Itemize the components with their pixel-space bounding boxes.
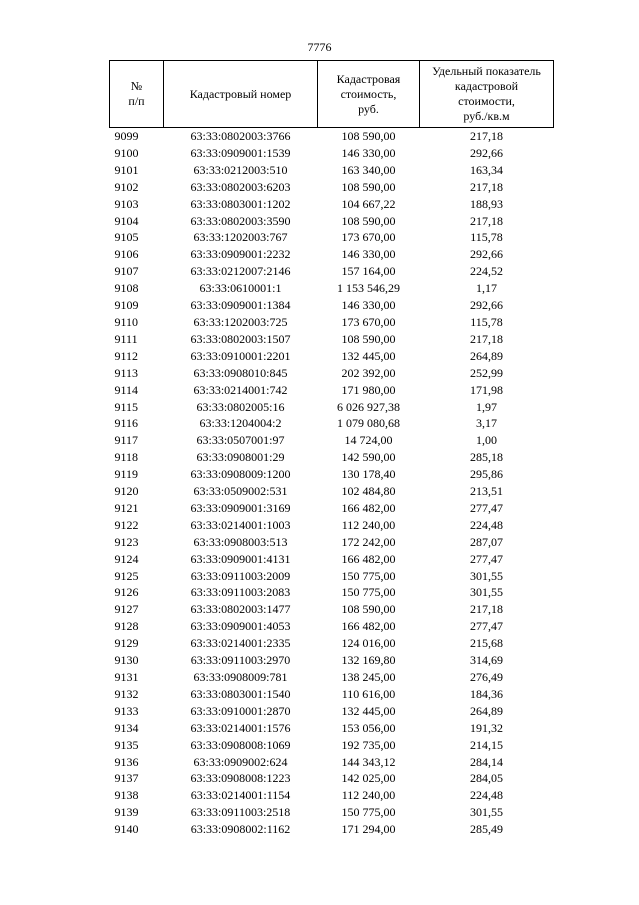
cadastral-value: 150 775,00: [341, 585, 396, 600]
row-number: 9105: [114, 230, 139, 245]
specific-indicator: 1,17: [476, 281, 497, 296]
table-row: [110, 754, 554, 771]
table-row: [110, 213, 554, 230]
table-row: [110, 787, 554, 804]
row-number: 9116: [114, 416, 139, 431]
specific-indicator: 276,49: [470, 670, 503, 684]
row-number: 9106: [114, 247, 139, 262]
table-row: [110, 297, 554, 314]
row-number: 9126: [114, 585, 139, 600]
header-specific-indicator-text: Удельный показатель кадастровой стоимости, руб./кв.м: [432, 64, 541, 123]
cadastral-number: 63:33:0910001:2870: [190, 703, 291, 718]
row-number: 9111: [114, 331, 138, 346]
cadastral-number: 63:33:0214001:1003: [190, 517, 291, 532]
cadastral-value: 173 670,00: [341, 230, 396, 245]
specific-indicator: 217,18: [470, 129, 503, 143]
specific-indicator: 264,89: [470, 703, 503, 718]
cadastral-number: 63:33:0509002:531: [193, 484, 288, 499]
cadastral-table-container: [109, 60, 553, 838]
cadastral-number: 63:33:0908009:781: [193, 670, 288, 684]
cadastral-number: 63:33:0908008:1069: [190, 737, 291, 752]
cadastral-number: 63:33:0911003:2083: [190, 585, 291, 600]
cadastral-number: 63:33:1202003:767: [193, 230, 288, 245]
cadastral-value: 110 616,00: [341, 686, 396, 701]
table-row: [110, 551, 554, 568]
table-body: [110, 128, 554, 839]
specific-indicator: 217,18: [470, 331, 503, 346]
table-row: [110, 618, 554, 635]
specific-indicator: 287,07: [470, 534, 503, 549]
cadastral-value: 108 590,00: [341, 129, 396, 143]
row-number: 9135: [114, 737, 139, 752]
specific-indicator: 277,47: [470, 551, 503, 566]
specific-indicator: 295,86: [470, 467, 503, 482]
cadastral-number: 63:33:0802003:3590: [190, 213, 291, 228]
specific-indicator: 277,47: [470, 619, 503, 634]
header-cadastral-number: [164, 61, 318, 128]
row-number: 9133: [114, 703, 139, 718]
row-number: 9139: [114, 805, 139, 820]
specific-indicator: 1,00: [476, 433, 497, 448]
specific-indicator: 264,89: [470, 348, 503, 363]
row-number: 9114: [114, 382, 139, 397]
header-cadastral-value: [318, 61, 420, 128]
row-number: 9117: [114, 433, 139, 448]
table-row: [110, 449, 554, 466]
cadastral-number: 63:33:1204004:2: [199, 416, 282, 431]
row-number: 9103: [114, 196, 139, 211]
cadastral-value: 108 590,00: [341, 602, 396, 617]
row-number: 9102: [114, 179, 139, 194]
specific-indicator: 224,52: [470, 264, 503, 279]
cadastral-value: 124 016,00: [341, 636, 396, 651]
row-number: 9099: [114, 129, 139, 143]
cadastral-number: 63:33:0908009:1200: [190, 467, 291, 482]
cadastral-value-table: [109, 60, 554, 838]
cadastral-value: 108 590,00: [341, 213, 396, 228]
cadastral-value: 173 670,00: [341, 314, 396, 329]
table-row: [110, 314, 554, 331]
row-number: 9134: [114, 720, 139, 735]
specific-indicator: 217,18: [470, 213, 503, 228]
specific-indicator: 217,18: [470, 602, 503, 617]
row-number: 9127: [114, 602, 139, 617]
header-specific-indicator: [420, 61, 554, 128]
table-row: [110, 686, 554, 703]
table-row: [110, 382, 554, 399]
cadastral-value: 1 079 080,68: [337, 416, 400, 431]
cadastral-value: 150 775,00: [341, 568, 396, 583]
cadastral-number: 63:33:0802005:16: [196, 399, 285, 414]
cadastral-number: 63:33:0214001:742: [193, 382, 288, 397]
table-row: [110, 652, 554, 669]
cadastral-number: 63:33:0911003:2009: [190, 568, 291, 583]
cadastral-value: 130 178,40: [341, 467, 396, 482]
cadastral-number: 63:33:0214001:1576: [190, 720, 291, 735]
cadastral-number: 63:33:0507001:97: [196, 433, 285, 448]
cadastral-value: 166 482,00: [341, 551, 396, 566]
table-row: [110, 500, 554, 517]
specific-indicator: 285,18: [470, 450, 503, 465]
row-number: 9113: [114, 365, 139, 380]
table-row: [110, 263, 554, 280]
row-number: 9119: [114, 467, 139, 482]
table-row: [110, 331, 554, 348]
table-row: [110, 770, 554, 787]
specific-indicator: 285,49: [470, 822, 503, 837]
row-number: 9138: [114, 788, 139, 803]
table-row: [110, 466, 554, 483]
cadastral-value: 153 056,00: [341, 720, 396, 735]
row-number: 9118: [114, 450, 139, 465]
specific-indicator: 301,55: [470, 585, 503, 600]
cadastral-number: 63:33:0909001:1539: [190, 145, 291, 160]
cadastral-number: 63:33:0214001:1154: [190, 788, 291, 803]
cadastral-value: 150 775,00: [341, 805, 396, 820]
row-number: 9130: [114, 653, 139, 668]
cadastral-number: 63:33:0909001:3169: [190, 500, 291, 515]
cadastral-value: 14 724,00: [344, 433, 393, 448]
table-row: [110, 280, 554, 297]
table-row: [110, 483, 554, 500]
table-row: [110, 804, 554, 821]
row-number: 9136: [114, 754, 139, 769]
specific-indicator: 292,66: [470, 298, 503, 313]
table-row: [110, 517, 554, 534]
cadastral-number: 63:33:0803001:1540: [190, 686, 291, 701]
cadastral-value: 132 445,00: [341, 703, 396, 718]
cadastral-value: 163 340,00: [341, 162, 396, 177]
table-row: [110, 415, 554, 432]
cadastral-value: 166 482,00: [341, 619, 396, 634]
table-row: [110, 229, 554, 246]
specific-indicator: 214,15: [470, 737, 503, 752]
cadastral-number: 63:33:0908008:1223: [190, 771, 291, 786]
specific-indicator: 292,66: [470, 247, 503, 262]
cadastral-value: 142 025,00: [341, 771, 396, 786]
cadastral-number: 63:33:0802003:3766: [190, 129, 291, 143]
table-row: [110, 584, 554, 601]
cadastral-value: 146 330,00: [341, 145, 396, 160]
row-number: 9110: [114, 314, 139, 329]
cadastral-value: 171 294,00: [341, 822, 396, 837]
table-row: [110, 568, 554, 585]
cadastral-value: 132 169,80: [341, 653, 396, 668]
cadastral-number: 63:33:0909002:624: [193, 754, 288, 769]
cadastral-number: 63:33:0212007:2146: [190, 264, 291, 279]
table-row: [110, 246, 554, 263]
table-row: [110, 145, 554, 162]
cadastral-value: 132 445,00: [341, 348, 396, 363]
table-row: [110, 737, 554, 754]
row-number: 9129: [114, 636, 139, 651]
cadastral-number: 63:33:0909001:4131: [190, 551, 291, 566]
specific-indicator: 213,51: [470, 484, 503, 499]
cadastral-number: 63:33:0909001:1384: [190, 298, 291, 313]
cadastral-number: 63:33:0610001:1: [199, 281, 282, 296]
cadastral-number: 63:33:0802003:1477: [190, 602, 291, 617]
row-number: 9108: [114, 281, 139, 296]
cadastral-value: 104 667,22: [341, 196, 396, 211]
specific-indicator: 217,18: [470, 179, 503, 194]
header-cadastral-number-text: Кадастровый номер: [189, 86, 292, 101]
cadastral-value: 108 590,00: [341, 179, 396, 194]
cadastral-value: 146 330,00: [341, 247, 396, 262]
specific-indicator: 277,47: [470, 500, 503, 515]
cadastral-value: 172 242,00: [341, 534, 396, 549]
table-row: [110, 128, 554, 145]
specific-indicator: 163,34: [470, 162, 503, 177]
table-row: [110, 162, 554, 179]
row-number: 9107: [114, 264, 139, 279]
table-row: [110, 720, 554, 737]
header-num-text: № п/п: [128, 79, 145, 108]
header-num: [110, 61, 164, 128]
cadastral-number: 63:33:0908010:845: [193, 365, 288, 380]
table-header-row: [110, 61, 554, 128]
page-number: 7776: [307, 40, 332, 54]
specific-indicator: 171,98: [470, 382, 503, 397]
cadastral-value: 144 343,12: [341, 754, 396, 769]
specific-indicator: 314,69: [470, 653, 503, 668]
row-number: 9123: [114, 534, 139, 549]
row-number: 9131: [114, 670, 139, 684]
cadastral-value: 157 164,00: [341, 264, 396, 279]
row-number: 9128: [114, 619, 139, 634]
cadastral-value: 108 590,00: [341, 331, 396, 346]
cadastral-number: 63:33:0803001:1202: [190, 196, 291, 211]
cadastral-number: 63:33:0802003:6203: [190, 179, 291, 194]
specific-indicator: 292,66: [470, 145, 503, 160]
specific-indicator: 224,48: [470, 517, 503, 532]
row-number: 9121: [114, 500, 139, 515]
table-row: [110, 179, 554, 196]
cadastral-value: 112 240,00: [341, 517, 396, 532]
row-number: 9125: [114, 568, 139, 583]
row-number: 9104: [114, 213, 139, 228]
cadastral-number: 63:33:0911003:2970: [190, 653, 291, 668]
cadastral-number: 63:33:0909001:2232: [190, 247, 291, 262]
header-cadastral-value-text: Кадастровая стоимость, руб.: [336, 71, 401, 116]
row-number: 9122: [114, 517, 139, 532]
table-row: [110, 365, 554, 382]
row-number: 9120: [114, 484, 139, 499]
specific-indicator: 301,55: [470, 568, 503, 583]
row-number: 9140: [114, 822, 139, 837]
specific-indicator: 184,36: [470, 686, 503, 701]
cadastral-value: 6 026 927,38: [337, 399, 400, 414]
table-row: [110, 534, 554, 551]
specific-indicator: 188,93: [470, 196, 503, 211]
row-number: 9132: [114, 686, 139, 701]
row-number: 9109: [114, 298, 139, 313]
table-row: [110, 432, 554, 449]
cadastral-value: 146 330,00: [341, 298, 396, 313]
row-number: 9100: [114, 145, 139, 160]
row-number: 9124: [114, 551, 139, 566]
table-row: [110, 196, 554, 213]
cadastral-number: 63:33:0212003:510: [193, 162, 288, 177]
specific-indicator: 224,48: [470, 788, 503, 803]
cadastral-value: 138 245,00: [341, 670, 396, 684]
table-row: [110, 635, 554, 652]
specific-indicator: 284,05: [470, 771, 503, 786]
specific-indicator: 3,17: [476, 416, 497, 431]
table-row: [110, 821, 554, 838]
row-number: 9137: [114, 771, 139, 786]
specific-indicator: 191,32: [470, 720, 503, 735]
specific-indicator: 215,68: [470, 636, 503, 651]
cadastral-number: 63:33:0802003:1507: [190, 331, 291, 346]
cadastral-number: 63:33:0908003:513: [193, 534, 288, 549]
specific-indicator: 301,55: [470, 805, 503, 820]
row-number: 9112: [114, 348, 139, 363]
cadastral-value: 166 482,00: [341, 500, 396, 515]
cadastral-number: 63:33:0910001:2201: [190, 348, 291, 363]
table-row: [110, 348, 554, 365]
cadastral-number: 63:33:0909001:4053: [190, 619, 291, 634]
table-row: [110, 703, 554, 720]
specific-indicator: 1,97: [476, 399, 497, 414]
cadastral-value: 202 392,00: [341, 365, 396, 380]
cadastral-value: 1 153 546,29: [337, 281, 400, 296]
specific-indicator: 115,78: [470, 314, 503, 329]
specific-indicator: 115,78: [470, 230, 503, 245]
specific-indicator: 252,99: [470, 365, 503, 380]
row-number: 9115: [114, 399, 139, 414]
cadastral-value: 112 240,00: [341, 788, 396, 803]
cadastral-number: 63:33:1202003:725: [193, 314, 288, 329]
specific-indicator: 284,14: [470, 754, 503, 769]
table-row: [110, 601, 554, 618]
cadastral-number: 63:33:0908001:29: [196, 450, 285, 465]
cadastral-number: 63:33:0908002:1162: [190, 822, 291, 837]
table-row: [110, 399, 554, 416]
cadastral-value: 192 735,00: [341, 737, 396, 752]
cadastral-value: 102 484,80: [341, 484, 396, 499]
table-row: [110, 669, 554, 686]
cadastral-number: 63:33:0214001:2335: [190, 636, 291, 651]
cadastral-value: 142 590,00: [341, 450, 396, 465]
cadastral-value: 171 980,00: [341, 382, 396, 397]
row-number: 9101: [114, 162, 139, 177]
cadastral-number: 63:33:0911003:2518: [190, 805, 291, 820]
